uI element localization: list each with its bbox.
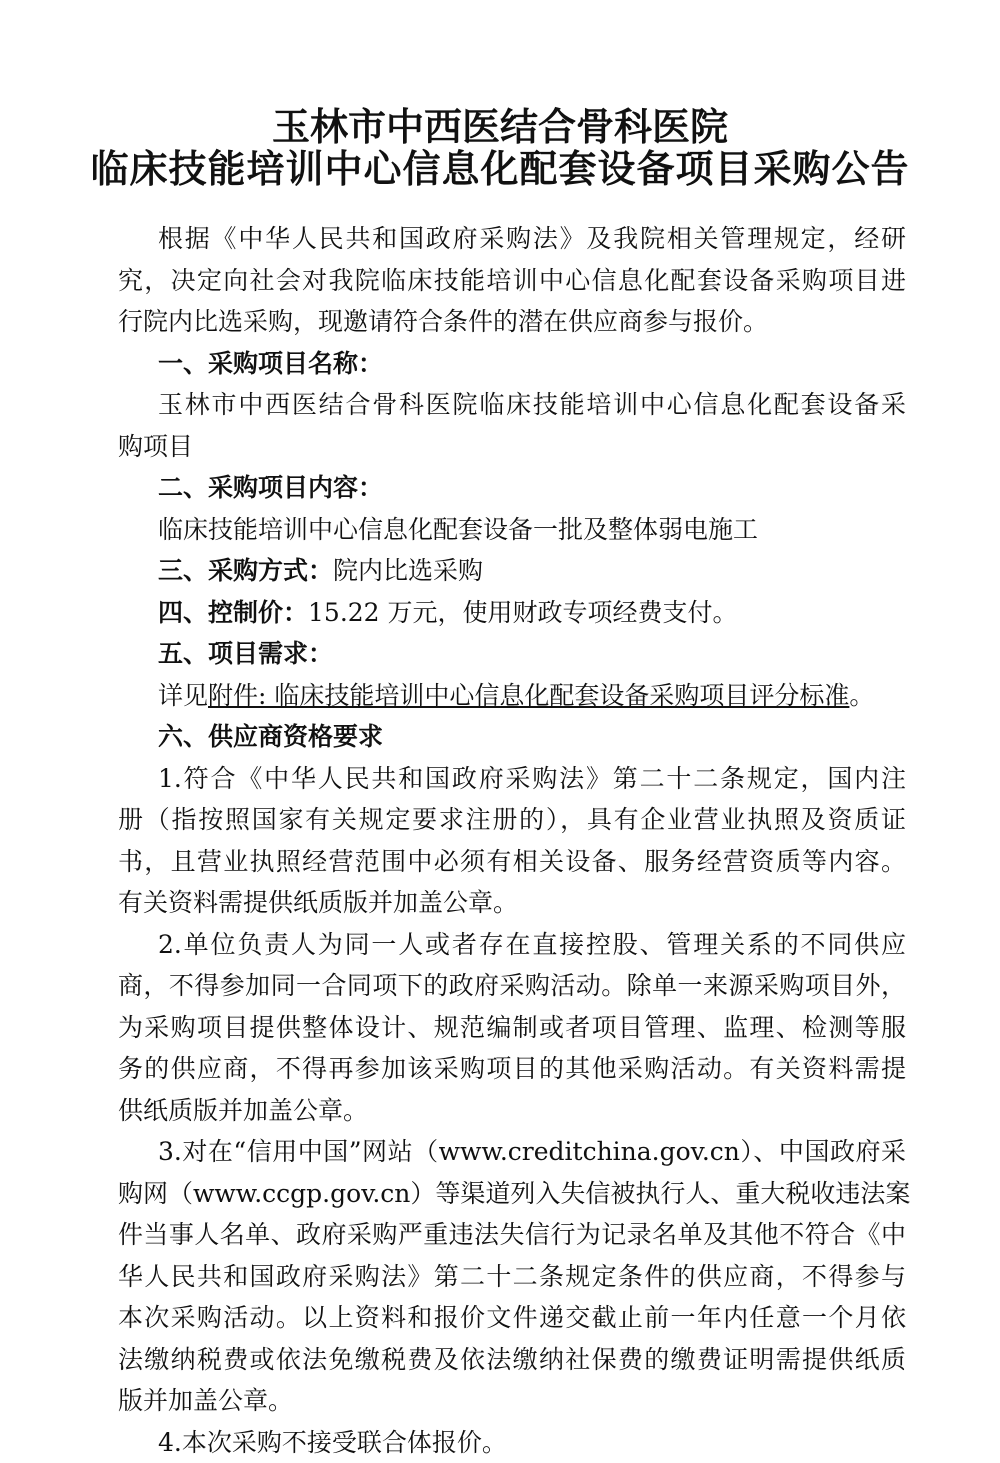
line-text: 供纸质版并加盖公章。 [118,1096,368,1125]
text-line [118,260,906,302]
text-line [118,301,906,343]
line-text: 本次采购活动。以上资料和报价文件递交截止前一年内任意一个月依 [118,1303,906,1332]
section-heading: 三、采购方式： [158,556,333,585]
line-text: 为采购项目提供整体设计、规范编制或者项目管理、监理、检测等服 [118,1013,906,1042]
line-prefix: 详见 [158,681,208,710]
text-line [118,1131,906,1173]
text-line [118,1339,906,1381]
line-text: 册（指按照国家有关规定要求注册的），具有企业营业执照及资质证 [118,805,906,834]
section-heading-line [118,716,906,758]
line-text: 行院内比选采购，现邀请符合条件的潜在供应商参与报价。 [118,307,768,336]
line-text: 法缴纳税费或依法免缴税费及依法缴纳社保费的缴费证明需提供纸质 [118,1345,906,1374]
text-line [118,426,906,468]
text-line [118,1048,906,1090]
line-text: 临床技能培训中心信息化配套设备一批及整体弱电施工 [158,515,758,544]
document-body [118,218,906,1463]
line-text: 院内比选采购 [333,556,483,585]
line-text: 4.本次采购不接受联合体报价。 [158,1428,507,1457]
section-heading: 二、采购项目内容： [158,473,383,502]
document-title-line-1: 玉林市中西医结合骨科医院 [0,96,1000,151]
line-text: 根据《中华人民共和国政府采购法》及我院相关管理规定，经研 [158,224,906,253]
line-text: 有关资料需提供纸质版并加盖公章。 [118,888,518,917]
section-heading: 六、供应商资格要求 [158,722,383,751]
line-text: 购项目 [118,432,193,461]
text-line [118,758,906,800]
section-heading-line [118,592,906,634]
line-text: 玉林市中西医结合骨科医院临床技能培训中心信息化配套设备采 [158,390,906,419]
line-text: 究，决定向社会对我院临床技能培训中心信息化配套设备采购项目进 [118,266,906,295]
section-heading-line [118,633,906,675]
line-text: 2.单位负责人为同一人或者存在直接控股、管理关系的不同供应 [158,930,906,959]
text-line [118,1256,906,1298]
text-line [118,1380,906,1422]
line-text: 华人民共和国政府采购法》第二十二条规定条件的供应商，不得参与 [118,1262,906,1291]
text-line [118,841,906,883]
line-text: 15.22 万元，使用财政专项经费支付。 [308,598,738,627]
text-line [118,882,906,924]
text-line [118,1297,906,1339]
text-line [118,1173,906,1215]
text-line [118,384,906,426]
line-text: 务的供应商，不得再参加该采购项目的其他采购活动。有关资料需提 [118,1054,906,1083]
text-line [118,799,906,841]
section-heading-line [118,343,906,385]
line-text: 。 [849,681,874,710]
section-heading: 四、控制价： [158,598,308,627]
text-line [118,924,906,966]
line-text: 书，且营业执照经营范围中必须有相关设备、服务经营资质等内容。 [118,847,906,876]
section-heading-line [118,467,906,509]
section-heading-line [118,550,906,592]
section-heading: 五、项目需求： [158,639,333,668]
text-line [118,218,906,260]
document-title-line-2: 临床技能培训中心信息化配套设备项目采购公告 [0,138,1000,193]
line-text: 商，不得参加同一合同项下的政府采购活动。除单一来源采购项目外， [118,971,906,1000]
text-line [118,1422,906,1463]
line-text: 3.对在“信用中国”网站（www.creditchina.gov.cn）、中国政府采 [158,1137,906,1166]
line-text: 件当事人名单、政府采购严重违法失信行为记录名单及其他不符合《中 [118,1220,906,1249]
line-text: 1.符合《中华人民共和国政府采购法》第二十二条规定，国内注 [158,764,906,793]
text-line [118,1007,906,1049]
text-line [118,675,906,717]
text-line [118,1090,906,1132]
line-text: 版并加盖公章。 [118,1386,293,1415]
text-line [118,965,906,1007]
section-heading: 一、采购项目名称： [158,349,383,378]
text-line [118,1214,906,1256]
line-text: 购网（www.ccgp.gov.cn）等渠道列入失信被执行人、重大税收违法案 [118,1179,910,1208]
attachment-reference: 附件: 临床技能培训中心信息化配套设备采购项目评分标准 [208,681,849,710]
text-line [118,509,906,551]
